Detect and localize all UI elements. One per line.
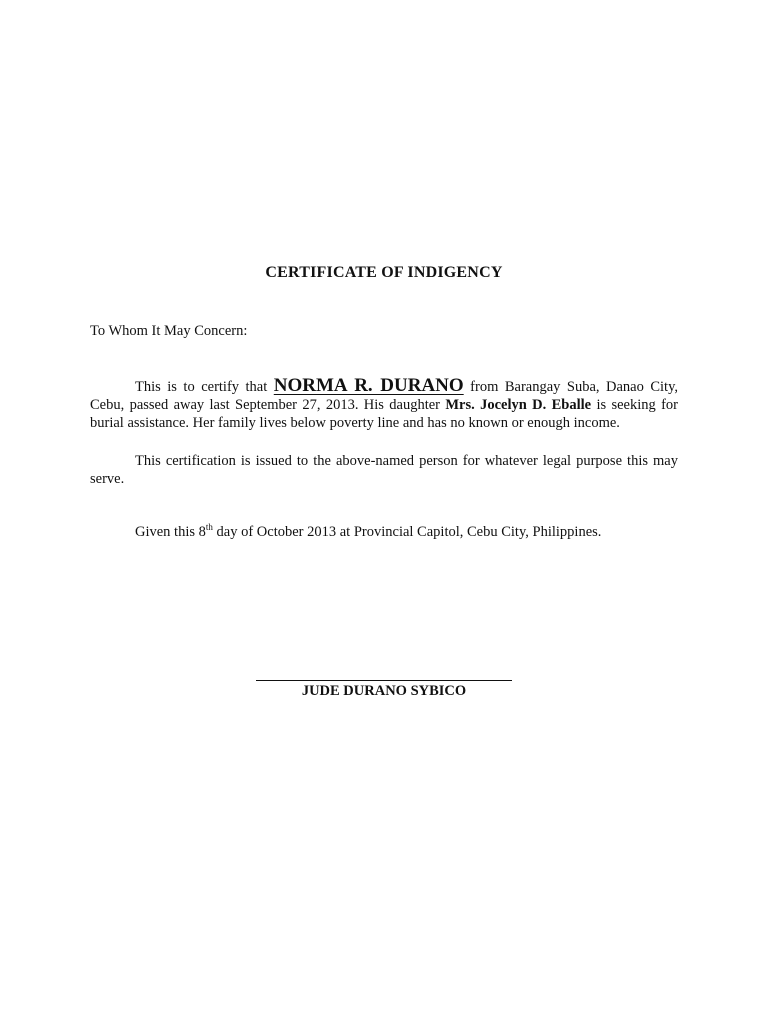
given-tail: day of October 2013 at Provincial Capitol, Cebu City, Philippines. [212, 524, 602, 540]
deceased-name: NORMA R. DURANO [273, 375, 464, 396]
given-date-paragraph [90, 523, 678, 541]
relative-name: Mrs. Jocelyn D. Eballe [445, 397, 592, 413]
paragraph-tail: is seeking for burial assistance. Her family lives below poverty line and has no known or enough income. [90, 397, 679, 431]
certification-paragraph [90, 377, 678, 432]
signatory-name: JUDE DURANO SYBICO [301, 683, 467, 699]
purpose-paragraph: This certification is issued to the above-named person for whatever legal purpose this may serve. [90, 453, 678, 487]
salutation: To Whom It May Concern: [90, 323, 248, 339]
paragraph-middle: from Barangay Suba, Danao City, Cebu, passed away last September 27, 2013. His daughter [90, 379, 679, 413]
ordinal-suffix: th [205, 522, 213, 533]
given-lead: Given this 8 [135, 524, 206, 540]
document-title: CERTIFICATE OF INDIGENCY [265, 264, 503, 281]
paragraph-lead: This is to certify that [135, 379, 274, 395]
signature-line [256, 680, 512, 681]
